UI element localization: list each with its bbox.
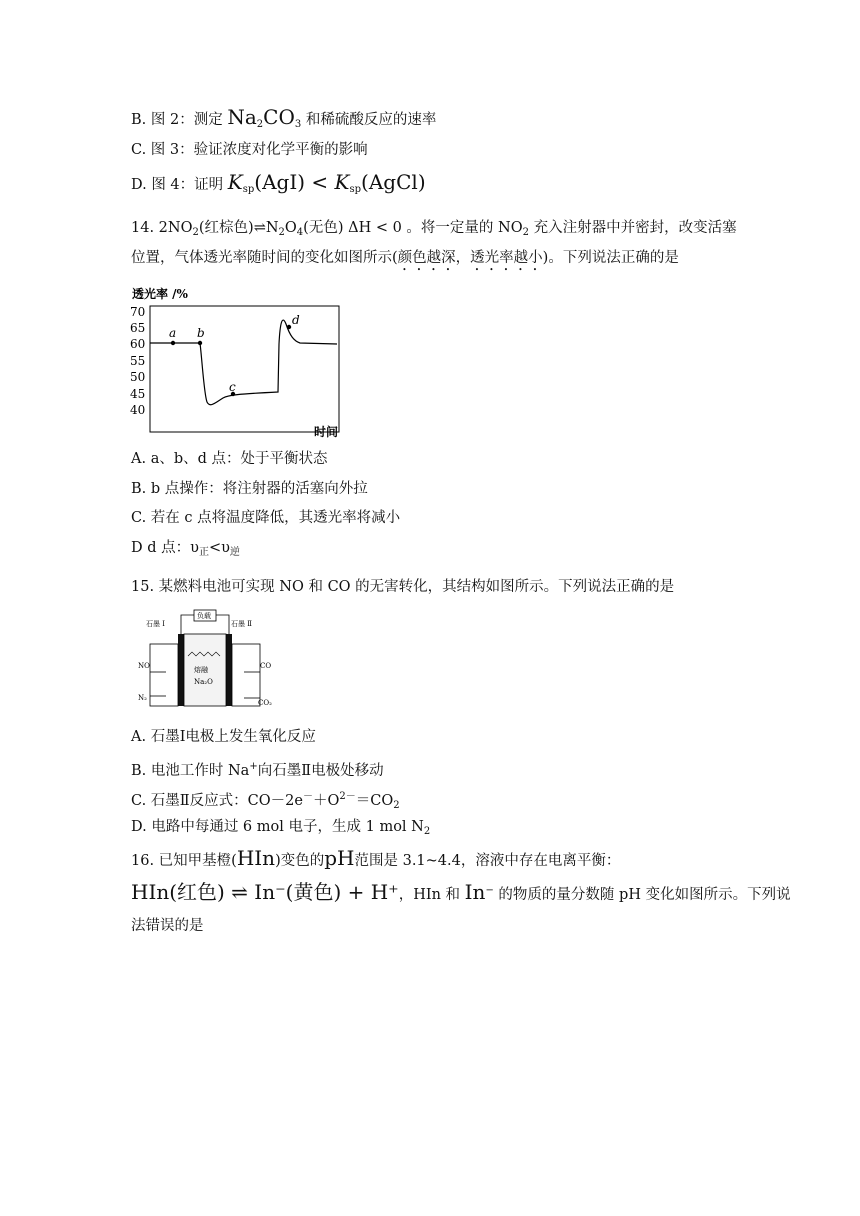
chart-xlabel: 时间 [314, 425, 339, 439]
tick-55: 55 [130, 354, 146, 368]
q16-stem-line1: 16. 已知甲基橙(HIn)变色的pH范围是 3.1~4.4，溶液中存在电离平衡： [131, 846, 621, 870]
left-electrode [178, 634, 184, 706]
tick-65: 65 [130, 321, 146, 335]
tick-70: 70 [130, 305, 146, 319]
tick-40: 40 [130, 403, 146, 417]
point-b [198, 341, 202, 345]
electrolyte-label-2: Na₂O [194, 678, 213, 686]
q13-option-d: D. 图 4：证明 $K_{sp}(AgI)$ < $K_{sp}(AgCl)$ [131, 170, 426, 195]
left-shell [150, 644, 178, 706]
right-shell [232, 644, 260, 706]
chart-ylabel: 透光率 /% [132, 287, 188, 301]
q15-option-c: C. 石墨Ⅱ反应式：$CO-2e^-+O^{2-}=CO_2$ [131, 791, 400, 811]
outlet-right-label: CO₂ [258, 699, 272, 707]
right-electrode [226, 634, 232, 706]
transmittance-curve [150, 320, 337, 405]
point-a [171, 341, 175, 345]
chart-ticks [130, 305, 145, 417]
q14-stem-line2: 位置，气体透光率随时间的变化如图所示(颜色越深，透光率越小)。下列说法正确的是 [131, 250, 679, 266]
q14-option-d: D d 点：$\upsilon_正<\upsilon_逆$ [131, 540, 240, 558]
point-d-label: d [292, 313, 300, 327]
q14-option-c: C. 若在 c 点将温度降低，其透光率将减小 [131, 510, 401, 526]
q13-option-c: C. 图 3：验证浓度对化学平衡的影响 [131, 142, 368, 158]
point-b-label: b [197, 326, 205, 340]
transmittance-chart [128, 284, 348, 442]
wire-left [181, 615, 194, 634]
q14-option-b: B. b 点操作：将注射器的活塞向外拉 [131, 481, 368, 497]
chart-frame [150, 306, 339, 432]
q15-option-d: D. 电路中每通过 6 mol 电子，生成 1 mol $N_2$ [131, 819, 431, 837]
wire-right [216, 615, 229, 634]
q15-option-a: A. 石墨Ⅰ电极上发生氧化反应 [131, 729, 316, 745]
inlet-left-label: NO [138, 662, 150, 670]
inlet-right-label: CO [260, 662, 272, 670]
q16-stem-line3: 法错误的是 [131, 918, 204, 934]
point-c-label: c [229, 380, 236, 394]
q13-option-b: B. 图 2：测定 $Na_2CO_3$ 和稀硫酸反应的速率 [131, 105, 437, 130]
q14-stem-line1: 14. $2NO_2$(红棕色)$\rightleftharpoons N_2O_4$(无色) ΔH < 0 。将一定量的 $NO_2$ 充入注射器中并密封，改变活塞 [131, 220, 737, 238]
q15-option-b: B. 电池工作时 Na+向石墨Ⅱ电极处移动 [131, 761, 384, 779]
tick-45: 45 [130, 387, 146, 401]
right-electrode-label: 石墨 Ⅱ [231, 620, 252, 628]
tick-60: 60 [130, 337, 146, 351]
q15-stem: 15. 某燃料电池可实现 NO 和 CO 的无害转化，其结构如图所示。下列说法正确的是 [131, 579, 675, 595]
outlet-left-label: N₂ [138, 694, 147, 702]
q16-stem-line2: HIn(红色) ⇌ In⁻(黄色) + H⁺，HIn 和 In− 的物质的量分数随 pH 变化如图所示。下列说 [131, 880, 791, 904]
tick-50: 50 [130, 370, 146, 384]
fuel-cell-diagram [136, 606, 276, 716]
load-label: 负载 [197, 612, 211, 620]
left-electrode-label: 石墨 Ⅰ [146, 620, 165, 628]
point-a-label: a [169, 326, 177, 340]
electrolyte-label-1: 熔融 [194, 666, 208, 674]
point-d [287, 325, 291, 329]
q14-option-a: A. a、b、d 点：处于平衡状态 [131, 451, 328, 467]
